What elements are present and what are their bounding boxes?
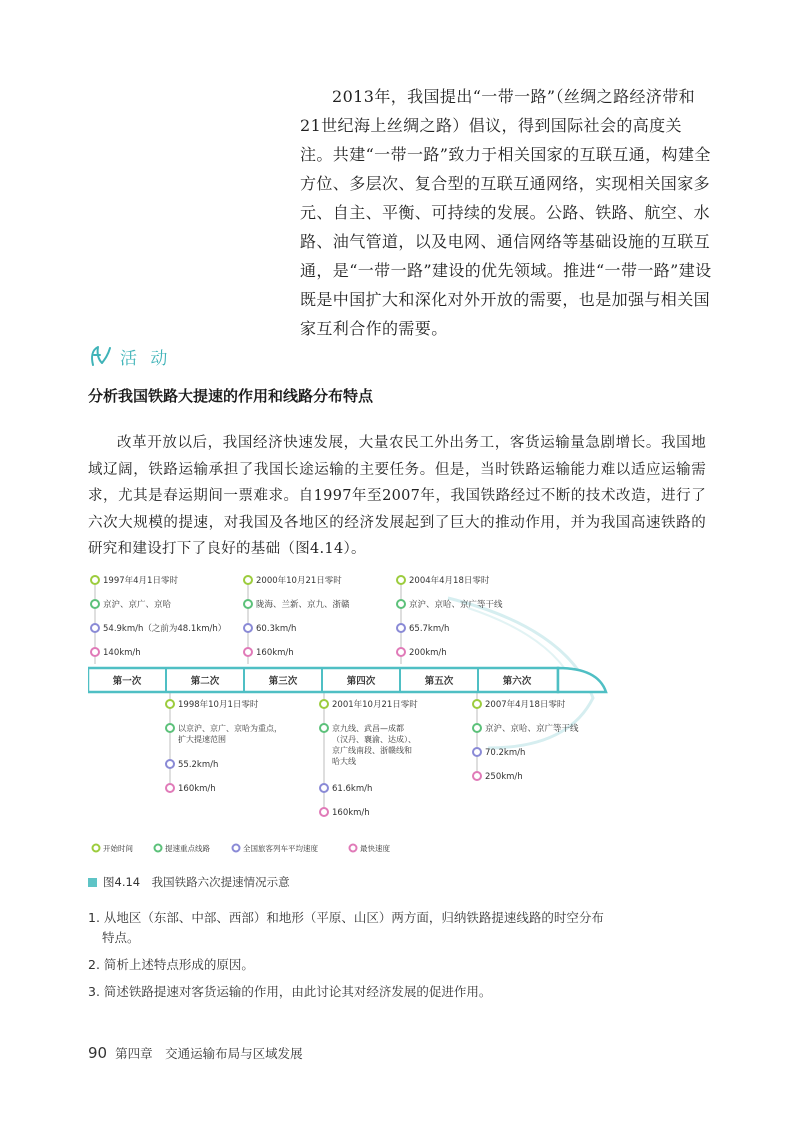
max-marker-icon bbox=[91, 648, 99, 656]
max-marker-icon bbox=[320, 808, 328, 816]
event-max-speed: 160km/h bbox=[256, 648, 294, 658]
event-avg-speed: 60.3km/h bbox=[256, 624, 297, 634]
time-marker-icon bbox=[473, 700, 481, 708]
legend-label: 开始时间 bbox=[103, 844, 133, 853]
legend-lines-icon bbox=[155, 845, 162, 852]
avg-marker-icon bbox=[473, 748, 481, 756]
caption-marker-icon bbox=[88, 878, 97, 887]
question-number: 3. bbox=[88, 984, 100, 999]
event-lines: 京沪、京哈、京广等干线 bbox=[485, 724, 579, 734]
event-max-speed: 140km/h bbox=[103, 648, 141, 658]
question-list bbox=[88, 908, 708, 1009]
event-lines: 以京沪、京广、京哈为重点， bbox=[178, 724, 282, 733]
event-time: 2007年4月18日零时 bbox=[485, 700, 566, 710]
question-text: 简述铁路提速对客货运输的作用，由此讨论其对经济发展的促进作用。 bbox=[103, 984, 492, 999]
event-lines: 扩大提速范围 bbox=[178, 735, 226, 744]
time-marker-icon bbox=[91, 576, 99, 584]
question-text: 简析上述特点形成的原因。 bbox=[103, 957, 254, 972]
lines-marker-icon bbox=[244, 600, 252, 608]
section-title: 分析我国铁路大提速的作用和线路分布特点 bbox=[88, 387, 374, 405]
question-item bbox=[88, 955, 708, 975]
lines-marker-icon bbox=[166, 724, 174, 732]
time-marker-icon bbox=[397, 576, 405, 584]
event-max-speed: 160km/h bbox=[178, 784, 216, 794]
lines-marker-icon bbox=[320, 724, 328, 732]
avg-marker-icon bbox=[397, 624, 405, 632]
train-nose-icon bbox=[558, 668, 606, 692]
event-avg-speed: 55.2km/h bbox=[178, 760, 219, 770]
legend-label: 最快速度 bbox=[360, 844, 390, 853]
event-lines: 京沪、京广、京哈 bbox=[103, 600, 172, 610]
legend-avg-icon bbox=[233, 845, 240, 852]
event-lines: （汉丹、襄渝、达成）、 bbox=[332, 735, 416, 744]
lines-marker-icon bbox=[473, 724, 481, 732]
stage-label: 第四次 bbox=[346, 676, 376, 687]
max-marker-icon bbox=[473, 772, 481, 780]
event-lines: 京沪、京哈、京广等干线 bbox=[409, 600, 503, 610]
event-time: 1998年10月1日零时 bbox=[178, 700, 259, 710]
event-max-speed: 250km/h bbox=[485, 772, 523, 782]
avg-marker-icon bbox=[91, 624, 99, 632]
time-marker-icon bbox=[166, 700, 174, 708]
avg-marker-icon bbox=[244, 624, 252, 632]
event-lines: 京广线南段、浙赣线和 bbox=[332, 746, 412, 755]
max-marker-icon bbox=[397, 648, 405, 656]
activity-icon bbox=[88, 343, 114, 369]
legend-label: 全国旅客列车平均速度 bbox=[243, 844, 318, 853]
lines-marker-icon bbox=[397, 600, 405, 608]
event-max-speed: 200km/h bbox=[409, 648, 447, 658]
question-text: 从地区（东部、中部、西部）和地形（平原、山区）两方面，归纳铁路提速线路的时空分布 bbox=[103, 910, 604, 925]
event-avg-speed: 54.9km/h（之前为48.1km/h） bbox=[103, 624, 227, 634]
event-lines: 陇海、兰新、京九、浙赣 bbox=[256, 600, 350, 610]
avg-marker-icon bbox=[320, 784, 328, 792]
stage-label: 第二次 bbox=[190, 676, 220, 687]
activity-label: 活 动 bbox=[120, 348, 172, 369]
speedup-timeline-figure bbox=[88, 568, 608, 868]
event-lines: 京九线、武昌—成都 bbox=[332, 724, 404, 733]
question-text-continued: 特点。 bbox=[102, 930, 140, 945]
stage-label: 第三次 bbox=[268, 676, 298, 687]
page-number: 90 bbox=[88, 1044, 108, 1062]
intro-paragraph bbox=[300, 82, 712, 343]
time-marker-icon bbox=[244, 576, 252, 584]
event-avg-speed: 70.2km/h bbox=[485, 748, 526, 758]
event-lines: 哈大线 bbox=[332, 757, 356, 766]
question-number: 1. bbox=[88, 910, 100, 925]
intro-text: 2013年，我国提出“一带一路”（丝绸之路经济带和21世纪海上丝绸之路）倡议，得到国际社会的高度关注。共建“一带一路”致力于相关国家的互联互通，构建全方位、多层次、复合型的互联互通网络，实现相关国家多元、自主、平衡、可持续的发展。公路、铁路、航空、水路、油气管道，以及电网、通信网络等基础设施的互联互通，是“一带一路”建设的优先领域。推进“一带一路”建设既是中国扩大和深化对外开放的需要，也是加强与相关国家互利合作的需要。 bbox=[300, 87, 712, 338]
activity-header bbox=[88, 342, 171, 370]
avg-marker-icon bbox=[166, 760, 174, 768]
question-item bbox=[88, 982, 708, 1002]
stage-label: 第五次 bbox=[424, 676, 454, 687]
event-time: 2001年10月21日零时 bbox=[332, 700, 418, 710]
caption-text: 图4.14 我国铁路六次提速情况示意 bbox=[103, 875, 290, 889]
max-marker-icon bbox=[166, 784, 174, 792]
question-item bbox=[88, 908, 708, 948]
legend-label: 提速重点线路 bbox=[165, 844, 210, 853]
lines-marker-icon bbox=[91, 600, 99, 608]
legend-max-icon bbox=[350, 845, 357, 852]
time-marker-icon bbox=[320, 700, 328, 708]
timeline-diagram bbox=[88, 568, 608, 868]
event-time: 2004年4月18日零时 bbox=[409, 576, 490, 586]
figure-caption bbox=[88, 874, 290, 890]
legend-time-icon bbox=[93, 845, 100, 852]
page-footer bbox=[88, 1044, 303, 1062]
stage-label: 第六次 bbox=[502, 676, 532, 687]
question-number: 2. bbox=[88, 957, 100, 972]
event-time: 2000年10月21日零时 bbox=[256, 576, 342, 586]
event-time: 1997年4月1日零时 bbox=[103, 576, 178, 586]
event-max-speed: 160km/h bbox=[332, 808, 370, 818]
event-avg-speed: 65.7km/h bbox=[409, 624, 450, 634]
max-marker-icon bbox=[244, 648, 252, 656]
stage-label: 第一次 bbox=[112, 676, 142, 687]
event-avg-speed: 61.6km/h bbox=[332, 784, 373, 794]
chapter-title: 第四章 交通运输布局与区域发展 bbox=[115, 1046, 303, 1061]
body-text: 改革开放以后，我国经济快速发展，大量农民工外出务工，客货运输量急剧增长。我国地域辽阔，铁路运输承担了我国长途运输的主要任务。但是，当时铁路运输能力难以适应运输需求，尤其是春运期间一票难求。自1997年至2007年，我国铁路经过不断的技术改造，进行了六次大规模的提速，对我国及各地区的经济发展起到了巨大的推动作用，并为我国高速铁路的研究和建设打下了良好的基础（图4.14）。 bbox=[88, 435, 706, 557]
